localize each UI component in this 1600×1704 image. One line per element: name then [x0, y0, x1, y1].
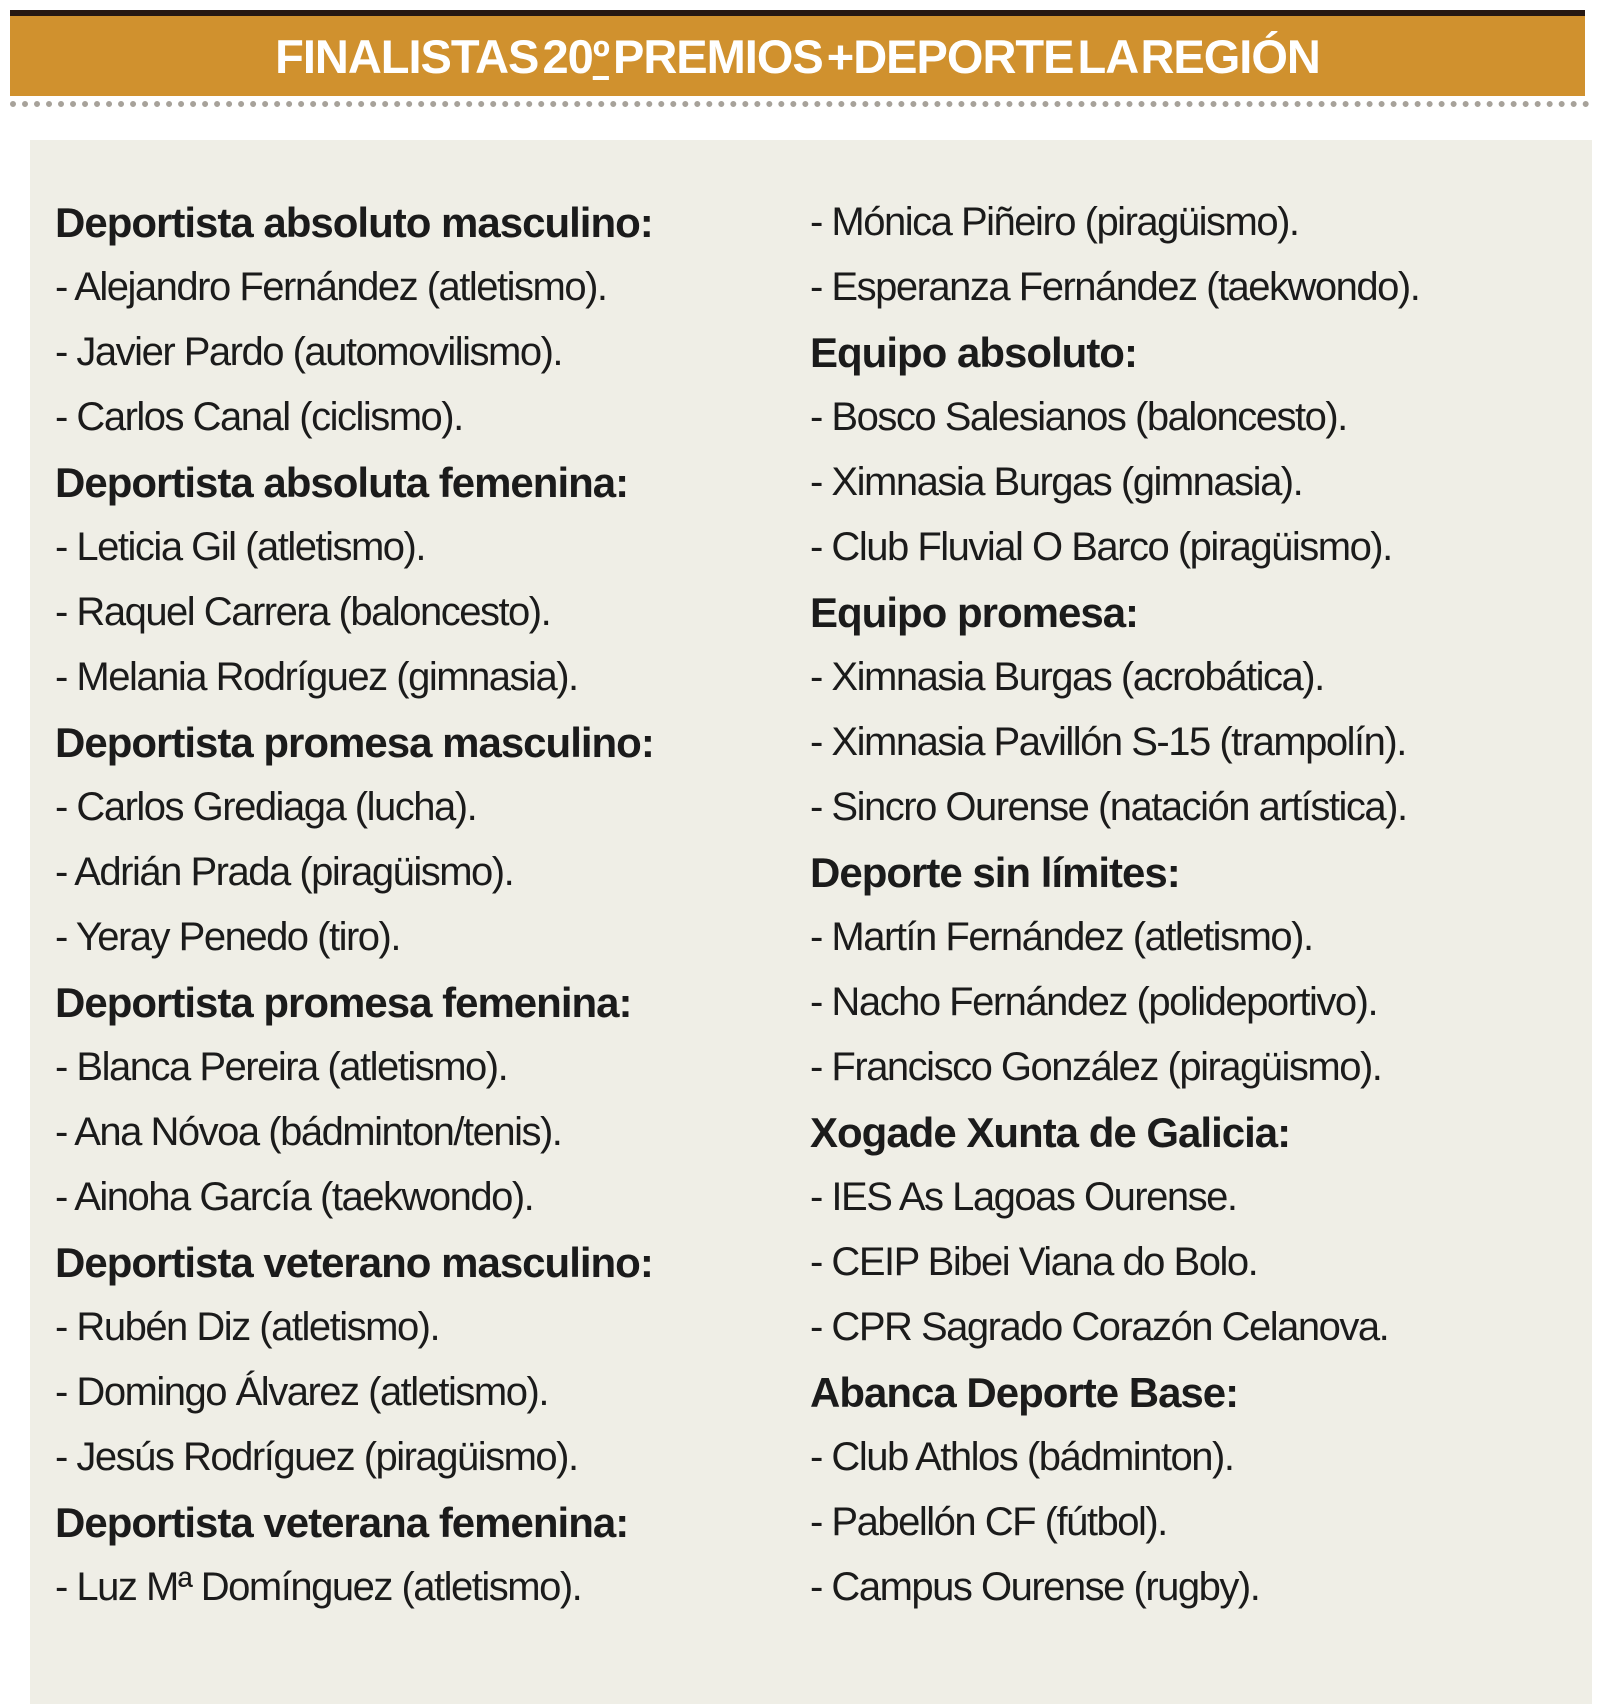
- category-header: Deportista absoluto masculino:: [55, 199, 653, 246]
- finalist-item: - Carlos Grediaga (lucha).: [55, 785, 477, 829]
- finalist-item: - Leticia Gil (atletismo).: [55, 525, 425, 569]
- category-header: Deportista veterano masculino:: [55, 1239, 653, 1286]
- finalist-item: - Rubén Diz (atletismo).: [55, 1305, 440, 1349]
- finalist-item: - Carlos Canal (ciclismo).: [55, 395, 463, 439]
- category-header: Equipo promesa:: [810, 589, 1139, 636]
- page-title-suffix: PREMIOS +DEPORTE LA REGIÓN: [608, 29, 1320, 83]
- finalist-item: - Jesús Rodríguez (piragüismo).: [55, 1435, 578, 1479]
- category-header: Deportista absoluta femenina:: [55, 459, 629, 506]
- category-header: Abanca Deporte Base:: [810, 1369, 1239, 1416]
- category-header: Deporte sin límites:: [810, 849, 1180, 896]
- category-header: Deportista promesa femenina:: [55, 979, 632, 1026]
- finalist-item: - Blanca Pereira (atletismo).: [55, 1045, 508, 1089]
- finalist-item: - Luz Mª Domínguez (atletismo).: [55, 1565, 582, 1609]
- finalist-item: - Melania Rodríguez (gimnasia).: [55, 655, 578, 699]
- category-header: Deportista veterana femenina:: [55, 1499, 629, 1546]
- finalist-item: - IES As Lagoas Ourense.: [810, 1175, 1237, 1219]
- finalist-item: - Adrián Prada (piragüismo).: [55, 850, 514, 894]
- finalist-item: - Francisco González (piragüismo).: [810, 1045, 1382, 1089]
- finalist-item: - Pabellón CF (fútbol).: [810, 1500, 1167, 1544]
- finalist-item: - Domingo Álvarez (atletismo).: [55, 1370, 548, 1414]
- finalist-item: - Sincro Ourense (natación artística).: [810, 785, 1407, 829]
- page-title-prefix: FINALISTAS 20: [275, 29, 593, 83]
- finalist-item: - Ainoha García (taekwondo).: [55, 1175, 534, 1219]
- column-right: [810, 190, 1590, 1620]
- category-header: Equipo absoluto:: [810, 329, 1137, 376]
- finalist-item: - Ximnasia Burgas (gimnasia).: [810, 460, 1303, 504]
- finalist-item: - Esperanza Fernández (taekwondo).: [810, 265, 1420, 309]
- finalist-item: - Ximnasia Burgas (acrobática).: [810, 655, 1324, 699]
- content-panel: [30, 140, 1592, 1704]
- finalist-item: - Nacho Fernández (polideportivo).: [810, 980, 1378, 1024]
- finalist-item: - Mónica Piñeiro (piragüismo).: [810, 200, 1299, 244]
- finalist-item: - CEIP Bibei Viana do Bolo.: [810, 1240, 1258, 1284]
- finalist-item: - Ximnasia Pavillón S-15 (trampolín).: [810, 720, 1406, 764]
- category-header: Deportista promesa masculino:: [55, 719, 654, 766]
- finalist-item: - Campus Ourense (rugby).: [810, 1565, 1260, 1609]
- header-bar: [10, 10, 1585, 96]
- finalist-item: - Yeray Penedo (tiro).: [55, 915, 400, 959]
- finalist-item: - Raquel Carrera (baloncesto).: [55, 590, 551, 634]
- finalist-item: - Javier Pardo (automovilismo).: [55, 330, 562, 374]
- finalist-item: - Bosco Salesianos (baloncesto).: [810, 395, 1347, 439]
- finalist-item: - Club Fluvial O Barco (piragüismo).: [810, 525, 1392, 569]
- column-left: [55, 190, 800, 1620]
- finalist-item: - Ana Nóvoa (bádminton/tenis).: [55, 1110, 562, 1154]
- category-header: Xogade Xunta de Galicia:: [810, 1109, 1291, 1156]
- finalist-item: - Martín Fernández (atletismo).: [810, 915, 1313, 959]
- finalist-item: - Alejandro Fernández (atletismo).: [55, 265, 607, 309]
- finalist-item: - CPR Sagrado Corazón Celanova.: [810, 1305, 1389, 1349]
- finalist-item: - Club Athlos (bádminton).: [810, 1435, 1234, 1479]
- dotted-separator: [10, 101, 1590, 107]
- page-title-ordinal: º: [592, 29, 609, 83]
- page-title: [275, 29, 1320, 84]
